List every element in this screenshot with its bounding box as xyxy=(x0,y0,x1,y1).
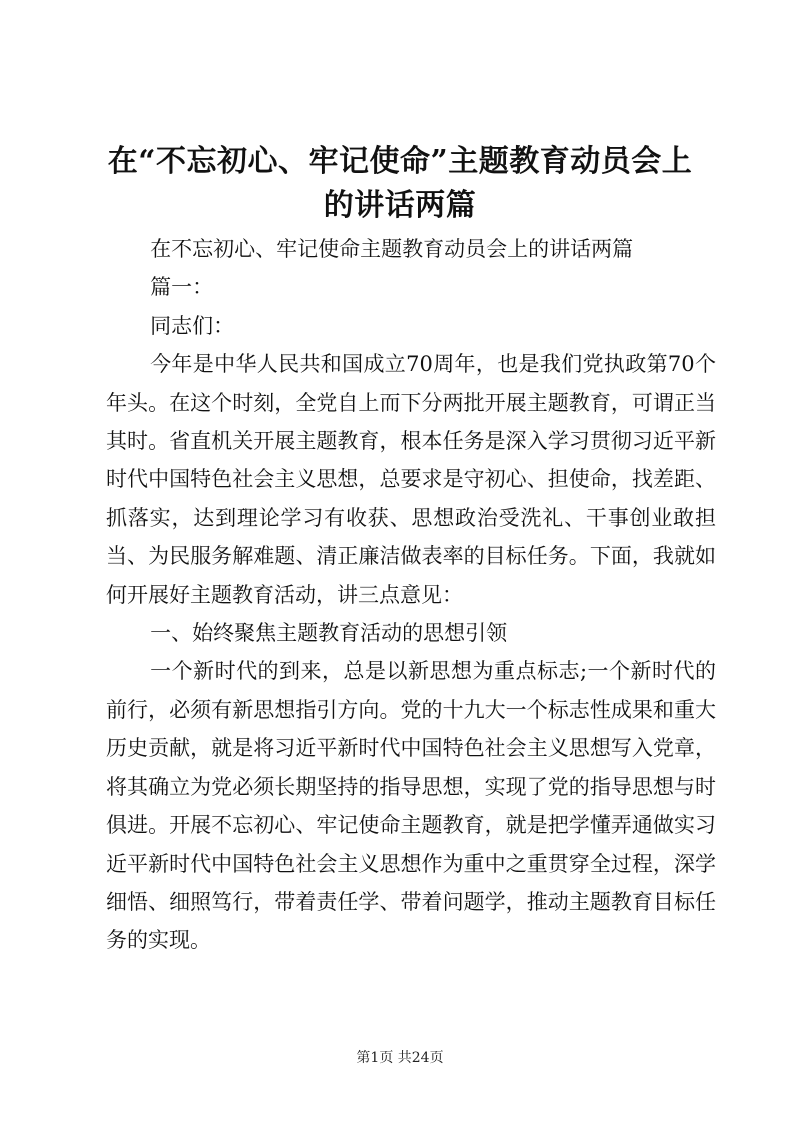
section-label: 篇一： xyxy=(150,275,214,300)
title-line-2: 的讲话两篇 xyxy=(323,188,477,223)
page-footer: 第1页 共24页 xyxy=(356,1050,444,1066)
document-title xyxy=(100,140,700,228)
body-paragraph: 今年是中华人民共和国成立70周年，也是我们党执政第70个年头。在这个时刻，全党自上而下分两批开展主题教育，可谓正当其时。省直机关开展主题教育，根本任务是深入学习贯彻习近平新时代中国特色社会主义思想，总要求是守初心、担使命，找差距、抓落实，达到理论学习有收获、思想政治受洗礼、干事创业敢担当、为民服务解难题、清正廉洁做表率的目标任务。下面，我就如何开展好主题教育活动，讲三点意见： xyxy=(106,352,716,607)
salutation: 同志们： xyxy=(150,313,235,338)
title-line-1: 在“不忘初心、牢记使命”主题教育动员会上 xyxy=(107,144,693,179)
subtitle-paragraph: 在不忘初心、牢记使命主题教育动员会上的讲话两篇 xyxy=(150,237,634,261)
body-paragraph: 一个新时代的到来，总是以新思想为重点标志;一个新时代的前行，必须有新思想指引方向。党的十九大一个标志性成果和重大历史贡献，就是将习近平新时代中国特色社会主义思想写入党章，将其确立为党必须长期坚持的指导思想，实现了党的指导思想与时俱进。开展不忘初心、牢记使命主题教育，就是把学懂弄通做实习近平新时代中国特色社会主义思想作为重中之重贯穿全过程，深学细悟、细照笃行，带着责任学、带着问题学，推动主题教育目标任务的实现。 xyxy=(106,659,716,953)
document-body xyxy=(106,230,716,960)
section-heading: 一、始终聚焦主题教育活动的思想引领 xyxy=(150,621,508,646)
